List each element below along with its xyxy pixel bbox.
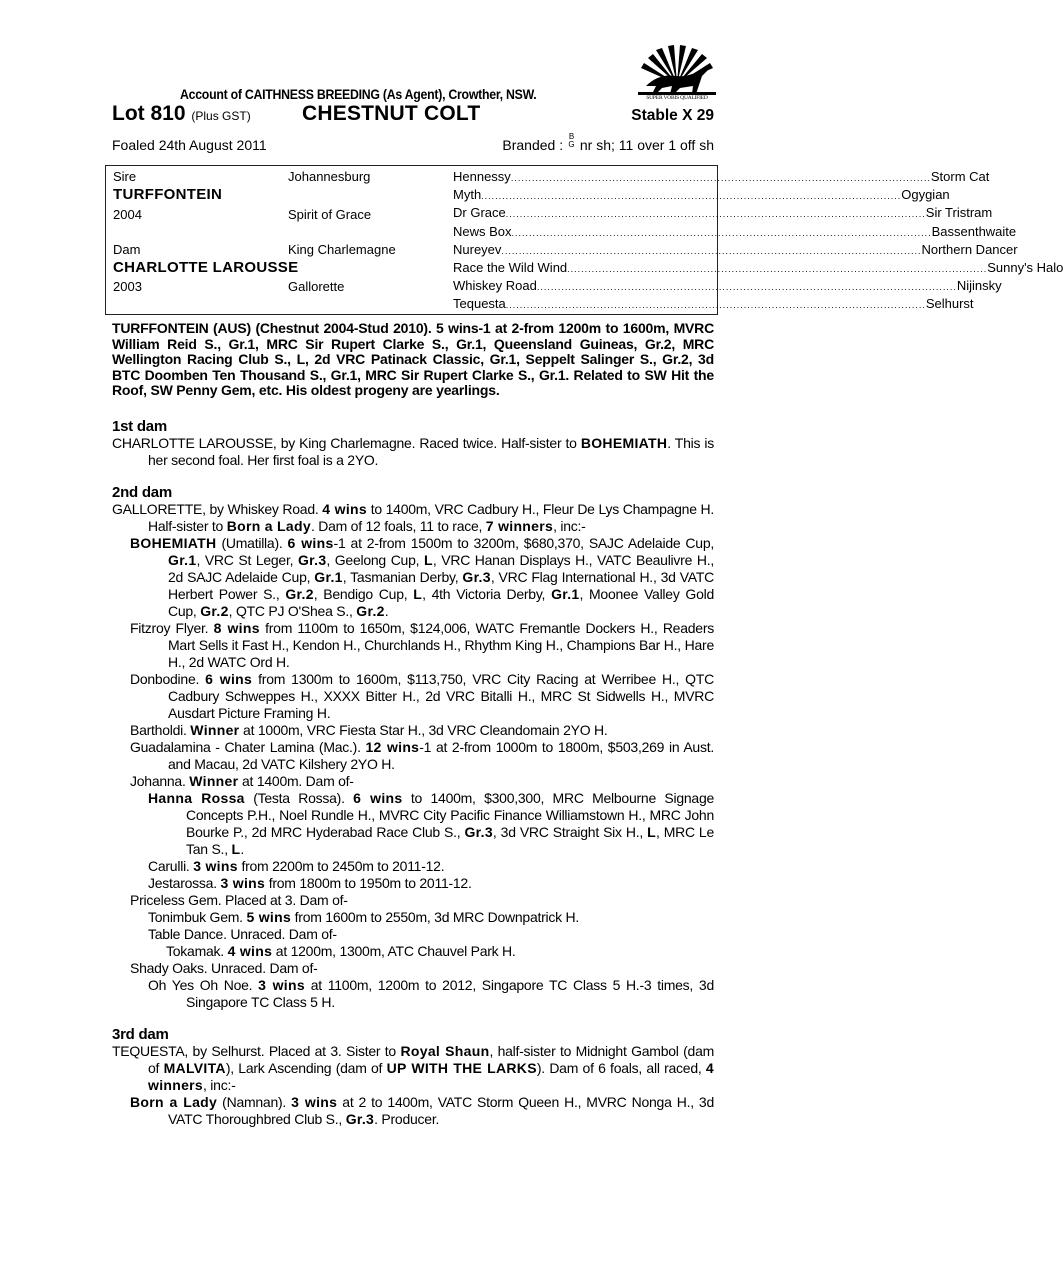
section-heading: 1st dam [112, 417, 167, 435]
text: . [384, 602, 389, 619]
lot-number [112, 102, 251, 126]
grandparent-sire: Selhurst [925, 296, 974, 312]
text: from 1100m to 1650m, $124,006, WATC Fremantle Dockers H., Readers Mart Sells it Fast H., Kendon H., Churchlands H., Rhythm King H., Champions Bar H., Hare H., 2d WATC Ord H. [168, 619, 714, 670]
bold-text: Gr.1 [314, 568, 343, 585]
bold-text: 3 wins [258, 976, 305, 993]
grandparent-row [453, 223, 1017, 242]
grandparent-row [453, 205, 993, 223]
leader-dots: ........................................................................................................................ [481, 191, 902, 202]
progeny-entry [112, 926, 714, 943]
bold-text: L [424, 551, 433, 568]
text: , Moonee Valley Gold Cup, [168, 585, 715, 619]
bold-text: Gr.1 [168, 551, 197, 568]
text: -1 at 2-from 1000m to 1800m, $503,269 in Aust. and Macau, 2d VATC Kilshery 2YO H. [168, 738, 714, 772]
text: to 1400m, $300,300, MRC Melbourne Signage Concepts P.H., Noel Rundle H., MVRC City Pacific Finance Williamstown H., MRC John Bourke P., 2d MRC Hyderabad Race Club S., [186, 789, 715, 840]
text: Tonimbuk Gem. [148, 908, 247, 925]
text: , QTC PJ O'Shea S., [228, 602, 357, 619]
bold-text: UP WITH THE LARKS [386, 1059, 537, 1076]
text: at 1000m, VRC Fiesta Star H., 3d VRC Cleandomain 2YO H. [239, 721, 608, 738]
text: from 1800m to 1950m to 2011-12. [265, 874, 472, 891]
leader-dots: ........................................................................................................................ [505, 209, 926, 220]
branded-info [502, 132, 714, 153]
text: to 1400m, VRC Cadbury H., Fleur De Lys Champagne H. Half-sister to [148, 500, 714, 534]
progeny-entry [112, 739, 714, 773]
progeny-entry [112, 909, 714, 926]
leader-dots: ........................................................................................................................ [501, 245, 922, 256]
bold-text: Born a Lady [130, 1093, 218, 1110]
brand-bottom: G [568, 140, 575, 149]
brand-top: B [568, 132, 575, 141]
text: , Bendigo Cup, [313, 585, 414, 602]
bold-text: 8 wins [213, 619, 260, 636]
text: Table Dance. Unraced. Dam of- [148, 925, 337, 942]
text: ), Lark Ascending (dam of [225, 1059, 387, 1076]
bold-text: Gr.2 [200, 602, 229, 619]
progeny-entry [112, 1094, 714, 1128]
vendor-account: Account of CAITHNESS BREEDING (As Agent), Crowther, NSW. [180, 86, 537, 102]
bold-text: Winner [190, 721, 240, 738]
grandparent-sire: Nijinsky [956, 278, 1002, 294]
foaled-date: Foaled 24th August 2011 [112, 137, 267, 153]
text: Bartholdi. [130, 721, 191, 738]
bold-text: Gr.2 [285, 585, 314, 602]
bold-text: 3 wins [291, 1093, 338, 1110]
grandparent-name: Race the Wild Wind [453, 260, 568, 275]
grandparent-name: Nureyev [453, 241, 502, 257]
horse-description: CHESTNUT COLT [302, 102, 481, 125]
text: (Testa Rossa). [244, 789, 354, 806]
bold-text: L [231, 840, 241, 857]
text: Johanna. [130, 772, 190, 789]
grandparent-row [453, 169, 990, 187]
lot-header [112, 102, 714, 128]
bold-text: Gr.2 [356, 602, 385, 619]
stable-number: Stable X 29 [631, 107, 714, 124]
text: Tokamak. [166, 942, 228, 959]
text: , half-sister to Midnight Gambol (dam of [148, 1042, 715, 1076]
dam-section [112, 484, 714, 1011]
text: , Geelong Cup, [326, 551, 425, 568]
branded-detail: nr sh; 11 over 1 off sh [579, 137, 714, 153]
bold-text: 6 wins [353, 789, 403, 806]
text: . [240, 840, 244, 857]
progeny-entry [112, 875, 714, 892]
text: , VRC Hanan Displays H., VATC Beaulivre H., 2d SAJC Adelaide Cup, [168, 551, 714, 585]
progeny-entry [112, 620, 714, 671]
section-heading: 3rd dam [112, 1025, 169, 1043]
text: Oh Yes Oh Noe. [148, 976, 259, 993]
progeny-entry [112, 501, 714, 535]
progeny-entry [112, 435, 714, 469]
grandparent-row [453, 241, 1018, 260]
bold-text: Royal Shaun [400, 1042, 490, 1059]
grandparent-row [453, 187, 950, 205]
dam-section [112, 418, 714, 469]
progeny-entry [112, 977, 714, 1011]
text: , inc:- [553, 517, 586, 534]
leader-dots: ........................................................................................................................ [510, 173, 931, 183]
grandparent-row [453, 260, 1063, 278]
grandparent-name: Myth [453, 187, 482, 203]
leader-dots: ........................................................................................................................ [536, 282, 957, 293]
bold-text: 4 wins [322, 500, 367, 517]
bold-text: 12 wins [365, 738, 420, 755]
bold-text: 3 wins [193, 857, 238, 874]
text: Carulli. [148, 857, 194, 874]
bold-text: Gr.3 [462, 568, 491, 585]
text: GALLORETTE, by Whiskey Road. [112, 500, 323, 517]
text: at 2 to 1400m, VATC Storm Queen H., MVRC Nonga H., 3d VATC Thoroughbred Club S., [168, 1093, 714, 1127]
text: , 4th Victoria Derby, [422, 585, 552, 602]
sire-summary: TURFFONTEIN (AUS) (Chestnut 2004-Stud 2010). 5 wins-1 at 2-from 1200m to 1600m, MVRC William Reid S., Gr.1, MRC Sir Rupert Clarke S., Gr.1, Queensland Guineas, Gr.2, MRC Wellington Racing Club S., L, 2d VRC Patinack Classic, Gr.1, Seppelt Salinger S., Gr.2, 3d BTC Doomben Ten Thousand S., Gr.1, MRC Sir Rupert Clarke S., Gr.1. Related to SW Hit the Roof, SW Penny Gem, etc. His oldest progeny are yearlings. [112, 320, 714, 398]
text: Donbodine. [130, 670, 206, 687]
grandparent-sire: Bassenthwaite [931, 223, 1017, 239]
text: , VRC St Leger, [196, 551, 298, 568]
text: Jestarossa. [148, 874, 221, 891]
bold-text: Gr.3 [345, 1110, 375, 1127]
pedigree-table [105, 165, 1063, 315]
section-heading: 2nd dam [112, 483, 172, 501]
grandparent-name: Hennessy [453, 169, 511, 184]
progeny-entry [112, 790, 714, 858]
text: Fitzroy Flyer. [130, 619, 214, 636]
sire-sire: Johannesburg [288, 169, 371, 184]
lot-label: Lot 810 [112, 102, 186, 125]
bold-text: Gr.3 [464, 823, 493, 840]
text: Shady Oaks. Unraced. Dam of- [130, 959, 318, 976]
text: from 1600m to 2550m, 3d MRC Downpatrick H. [291, 908, 580, 925]
bold-text: Gr.3 [297, 551, 327, 568]
text: ). Dam of 6 foals, all raced, [536, 1059, 706, 1076]
dam-dam: Gallorette [288, 279, 345, 294]
bold-text: Winner [189, 772, 239, 789]
bold-text: MALVITA [163, 1059, 226, 1076]
grandparent-row [453, 278, 1002, 296]
sire-year: 2004 [113, 207, 142, 222]
bold-text: 7 winners [485, 517, 554, 534]
dam-sire: King Charlemagne [288, 242, 396, 257]
text: at 1200m, 1300m, ATC Chauvel Park H. [272, 942, 516, 959]
bold-text: 4 winners [148, 1059, 714, 1093]
dam-label: Dam [113, 242, 141, 257]
text: , 3d VRC Straight Six H., [492, 823, 648, 840]
grandparent-name: Tequesta [453, 296, 506, 312]
sire-dam: Spirit of Grace [288, 207, 372, 222]
text: , Tasmanian Derby, [342, 568, 463, 585]
progeny-entry [112, 1043, 714, 1094]
bold-text: 6 wins [205, 670, 253, 687]
leader-dots: ........................................................................................................................ [511, 227, 932, 238]
text: (Umatilla). [216, 534, 288, 551]
logo-caption: SUPER VOBIS QUALIFIED [646, 95, 708, 101]
text: Priceless Gem. Placed at 3. Dam of- [130, 891, 348, 908]
bold-text: BOHEMIATH [130, 534, 217, 551]
progeny-entry [112, 943, 714, 960]
bold-text: 6 wins [287, 534, 334, 551]
bold-text: Gr.1 [551, 585, 580, 602]
text: . Dam of 12 foals, 11 to race, [310, 517, 486, 534]
gst-note: (Plus GST) [191, 109, 251, 123]
progeny-entry [112, 858, 714, 875]
sire-label: Sire [113, 169, 137, 184]
bold-text: Hanna Rossa [148, 789, 245, 806]
grandparent-name: News Box [453, 223, 512, 239]
grandparent-name: Dr Grace [453, 205, 506, 221]
progeny-entry [112, 722, 714, 739]
grandparent-sire: Ogygian [901, 187, 950, 203]
grandparent-sire: Northern Dancer [921, 241, 1018, 257]
leader-dots: ........................................................................................................................ [567, 264, 988, 274]
text: at 1100m, 1200m to 2012, Singapore TC Class 5 H.-3 times, 3d Singapore TC Class 5 H. [186, 976, 714, 1010]
text: , VRC Flag International H., 3d VATC Herbert Power S., [168, 568, 714, 602]
text: . This is her second foal. Her first foal is a 2YO. [148, 434, 714, 468]
bold-text: 4 wins [227, 942, 273, 959]
grandparent-row [453, 296, 974, 314]
text: . Producer. [374, 1110, 440, 1127]
bold-text: L [413, 585, 423, 602]
grandparent-sire: Sunny's Halo [987, 260, 1063, 275]
progeny-entry [112, 535, 714, 620]
catalogue-text [112, 321, 714, 1143]
text: , MRC Le Tan S., [186, 823, 715, 857]
text: , inc:- [203, 1076, 236, 1093]
bold-text: L [647, 823, 656, 840]
bold-text: 5 wins [246, 908, 292, 925]
dam-section [112, 1026, 714, 1128]
dam-name: CHARLOTTE LAROUSSE [113, 259, 299, 276]
leader-dots: ........................................................................................................................ [505, 300, 926, 311]
bold-text: BOHEMIATH [580, 434, 668, 451]
text: CHARLOTTE LAROUSSE, by King Charlemagne. Raced twice. Half-sister to [112, 434, 581, 451]
grandparent-sire: Sir Tristram [925, 205, 993, 221]
progeny-entry [112, 892, 714, 909]
dam-year: 2003 [113, 279, 142, 294]
bold-text: Born a Lady [226, 517, 311, 534]
text: from 1300m to 1600m, $113,750, VRC City Racing at Werribee H., QTC Cadbury Schweppes H., XXXX Bitter H., 2d VRC Bitalli H., MRC St Sidwells H., MVRC Ausdart Picture Framing H. [168, 670, 714, 721]
progeny-entry [112, 671, 714, 722]
brand-mark [567, 132, 576, 149]
text: TEQUESTA, by Selhurst. Placed at 3. Sister to [112, 1042, 401, 1059]
text: (Namnan). [217, 1093, 292, 1110]
text: from 2200m to 2450m to 2011-12. [237, 857, 445, 874]
text: at 1400m. Dam of- [238, 772, 354, 789]
text: -1 at 2-from 1500m to 3200m, $680,370, SAJC Adelaide Cup, [333, 534, 714, 551]
bold-text: 3 wins [220, 874, 266, 891]
text: Guadalamina - Chater Lamina (Mac.). [130, 738, 366, 755]
progeny-entry [112, 960, 714, 977]
sire-name: TURFFONTEIN [113, 186, 223, 203]
super-vobis-logo-icon [636, 44, 718, 102]
grandparent-name: Whiskey Road [453, 278, 537, 294]
grandparent-sire: Storm Cat [930, 169, 990, 184]
progeny-entry [112, 773, 714, 790]
branded-label: Branded : [502, 137, 564, 153]
